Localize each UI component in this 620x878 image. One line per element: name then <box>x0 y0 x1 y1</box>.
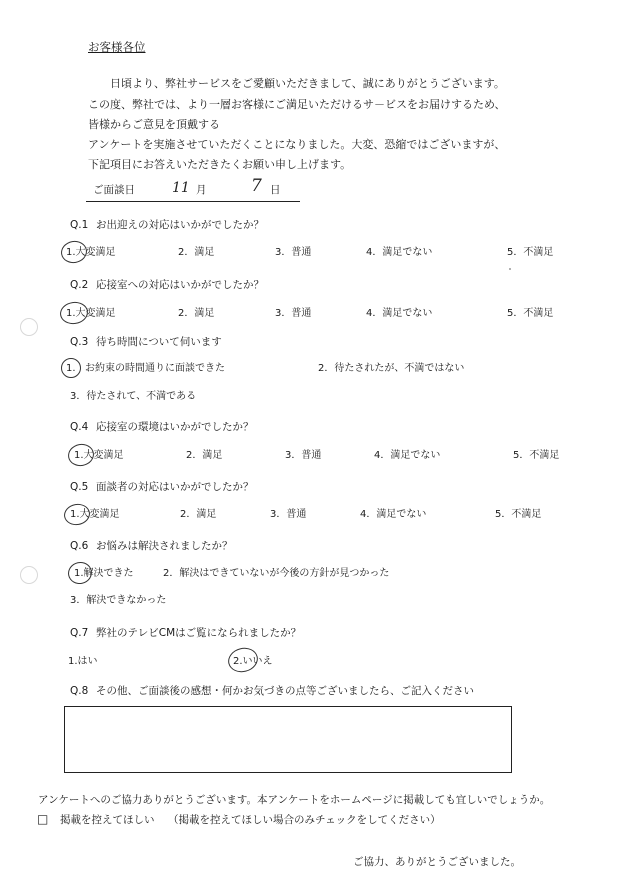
q1-number: Q.1 <box>70 219 89 231</box>
q6-selection-circle <box>66 560 94 587</box>
q5-text: 面談者の対応はいかがでしたか？ <box>96 481 254 493</box>
intro-line-5: 下記項目にお答えいただきたくお願い申し上げます。 <box>88 158 352 171</box>
q6-text: お悩みは解決されましたか？ <box>96 540 233 552</box>
q2-option-3[interactable]: 3．普通 <box>275 308 312 319</box>
q2-selection-circle <box>59 300 90 326</box>
publish-question: アンケートへのご協力ありがとうございます。本アンケートをホームページに掲載しても宜しいでしょうか。 <box>38 794 551 806</box>
q4-option-2[interactable]: 2．満足 <box>186 450 223 461</box>
interview-day-value[interactable]: 7 <box>251 176 262 196</box>
q1-option-1[interactable]: 1.大変満足 <box>66 247 116 258</box>
q7-selection-circle <box>226 645 261 676</box>
q6-option-2[interactable]: 2．解決はできていないが今後の方針が見つかった <box>163 568 390 579</box>
q7-text: 弊社のテレビCMはご覧になられましたか？ <box>96 627 302 639</box>
q1-option-2[interactable]: 2．満足 <box>178 247 215 258</box>
q2-option-2[interactable]: 2．満足 <box>178 308 215 319</box>
q4-option-5[interactable]: 5．不満足 <box>513 450 560 461</box>
q6-option-3[interactable]: 3．解決できなかった <box>70 595 167 606</box>
intro-line-4: アンケートを実施させていただくことになりました。大変、恐縮ではございますが、 <box>88 138 506 151</box>
q1-option-3[interactable]: 3．普通 <box>275 247 312 258</box>
q2-option-5[interactable]: 5．不満足 <box>507 308 554 319</box>
intro-line-2: この度、弊社では、より一層お客様にご満足いただけるサ－ビスをお届けするため、 <box>88 98 506 111</box>
q1-option-5[interactable]: 5．不満足 <box>507 247 554 258</box>
q7-number: Q.7 <box>70 627 89 639</box>
q3-selection-circle <box>61 358 81 378</box>
comment-box[interactable] <box>64 706 512 773</box>
q3-option-3[interactable]: 3．待たされて、不満である <box>70 391 197 402</box>
q2-option-1[interactable]: 1.大変満足 <box>66 308 116 319</box>
intro-line-3: 皆様からご意見を頂戴する <box>88 118 220 131</box>
q5-number: Q.5 <box>70 481 89 493</box>
q1-text: お出迎えの対応はいかがでしたか？ <box>96 219 264 231</box>
q5-option-4[interactable]: 4．満足でない <box>360 509 427 520</box>
stray-mark <box>509 268 511 270</box>
thanks-message: ご協力、ありがとうございました。 <box>353 856 521 868</box>
q4-option-3[interactable]: 3．普通 <box>285 450 322 461</box>
q8-text: その他、ご面談後の感想・何かお気づきの点等ございましたら、ご記入ください <box>96 685 474 697</box>
q7-option-1[interactable]: 1.はい <box>68 656 98 667</box>
q1-selection-circle <box>59 239 88 265</box>
q3-option-1-number[interactable]: 1. <box>66 363 76 374</box>
q4-option-4[interactable]: 4．満足でない <box>374 450 441 461</box>
publish-checkbox[interactable]: □ <box>37 812 49 826</box>
punch-hole-top <box>20 318 38 336</box>
q8-number: Q.8 <box>70 685 89 697</box>
q5-option-3[interactable]: 3．普通 <box>270 509 307 520</box>
interview-month-value[interactable]: 11 <box>172 180 190 196</box>
publish-checkbox-note: （掲載を控えてほしい場合のみチェックをしてください） <box>168 814 441 826</box>
interview-month-label: 月 <box>196 184 207 196</box>
q4-text: 応接室の環境はいかがでしたか？ <box>96 421 254 433</box>
q5-option-1[interactable]: 1.大変満足 <box>70 509 120 520</box>
q3-option-1[interactable]: お約束の時間通りに面談できた <box>85 363 225 374</box>
q7-option-2[interactable]: 2.いいえ <box>233 656 273 667</box>
q4-number: Q.4 <box>70 421 89 433</box>
publish-checkbox-label: 掲載を控えてほしい <box>60 814 155 826</box>
greeting: お客様各位 <box>88 40 146 54</box>
q5-option-2[interactable]: 2．満足 <box>180 509 217 520</box>
q6-option-1[interactable]: 1.解決できた <box>74 568 134 579</box>
punch-hole-bottom <box>20 566 38 584</box>
q1-option-4[interactable]: 4．満足でない <box>366 247 433 258</box>
q3-number: Q.3 <box>70 336 89 348</box>
q4-option-1[interactable]: 1.大変満足 <box>74 450 124 461</box>
q2-number: Q.2 <box>70 279 89 291</box>
intro-line-1: 日頃より、弊社サービスをご愛顧いただきまして、誠にありがとうございます。 <box>110 77 505 90</box>
interview-date-label: ご面談日 <box>93 184 135 196</box>
date-underline <box>86 201 300 202</box>
interview-day-label: 日 <box>270 184 281 196</box>
q2-option-4[interactable]: 4．満足でない <box>366 308 433 319</box>
q5-option-5[interactable]: 5．不満足 <box>495 509 542 520</box>
q3-option-2[interactable]: 2．待たされたが、不満ではない <box>318 363 465 374</box>
q4-selection-circle <box>66 442 95 468</box>
q5-selection-circle <box>62 502 91 527</box>
q3-text: 待ち時間について伺います <box>96 336 222 348</box>
q2-text: 応接室への対応はいかがでしたか？ <box>96 279 264 291</box>
q6-number: Q.6 <box>70 540 89 552</box>
